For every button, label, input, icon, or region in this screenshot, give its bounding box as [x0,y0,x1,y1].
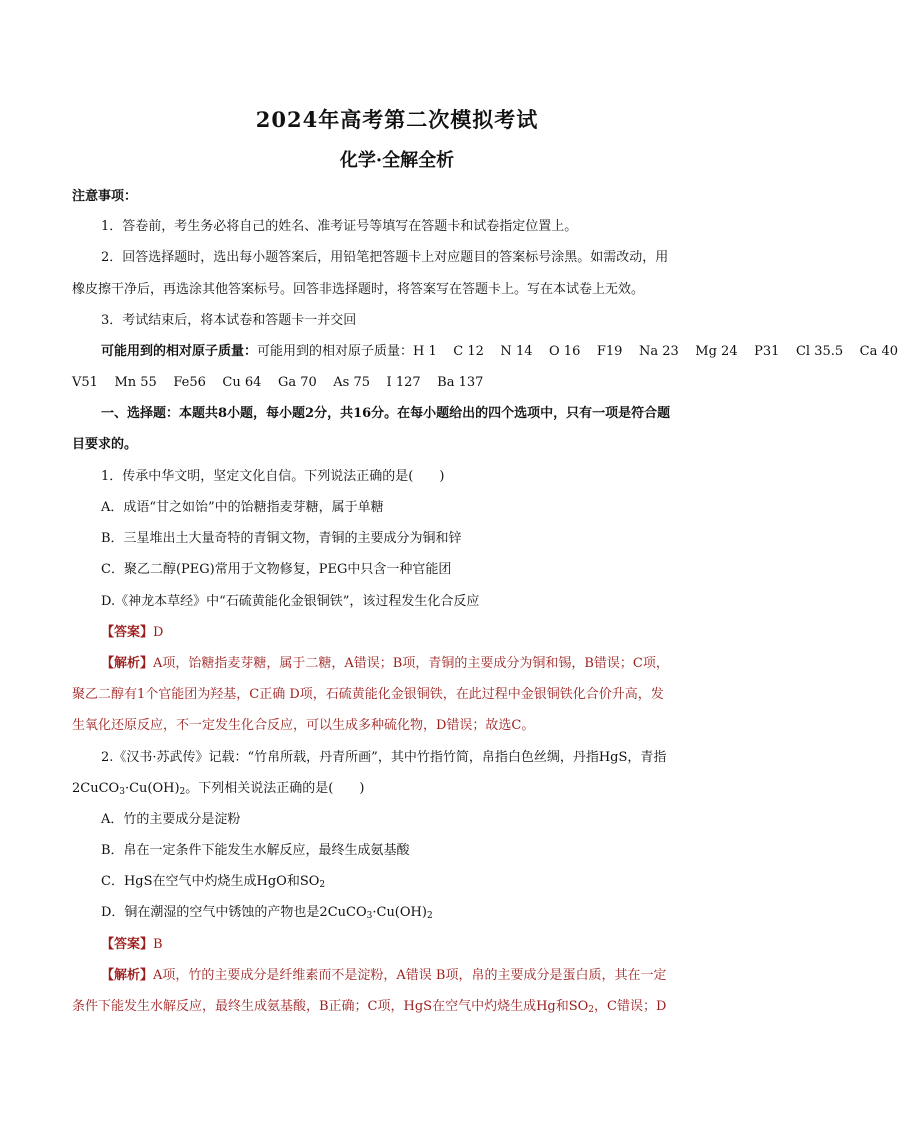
note-item-1: 1．答卷前，考生务必将自己的姓名、准考证号等填写在答题卡和试卷指定位置上。 [101,219,578,234]
atomic-mass-line-2: V51 Mn 55 Fe56 Cu 64 Ga 70 As 75 I 127 Ba 137 [72,375,484,390]
q1-analysis-line-3: 生氧化还原反应，不一定发生化合反应，可以生成多种硫化物，D错误；故选C。 [72,718,535,733]
formula-subscript: 2 [426,911,433,921]
q1-option-c: C．聚乙二醇(PEG)常用于文物修复，PEG中只含一种官能团 [101,562,452,577]
atomic-mass-values: 可能用到的相对原子质量：H 1 C 12 N 14 O 16 F19 Na 23 Mg 24 P31 Cl 35.5 Ca 40 [257,344,898,359]
q1-answer [101,624,761,642]
q2-stem-cont [72,780,732,798]
answer-value: B [153,937,163,952]
answer-tag: 【答案】 [101,625,154,640]
q1-option-d: D.《神龙本草经》中“石硫黄能化金银铜铁”，该过程发生化合反应 [101,594,480,609]
q2-option-a: A．竹的主要成分是淀粉 [101,812,241,827]
q1-option-b: B．三星堆出土大量奇特的青铜文物，青铜的主要成分为铜和锌 [101,531,462,546]
q2-option-d [101,904,761,922]
page-subtitle: 化学·全解全析 [339,150,455,171]
analysis-text: A项，饴糖指麦芽糖，属于二糖，A错误；B项，青铜的主要成分为铜和锡，B错误；C项， [153,656,669,671]
q2-stem: 2.《汉书·苏武传》记载：“竹帛所载，丹青所画”，其中竹指竹简，帛指白色丝绸，丹指HgS，青指 [101,750,667,765]
analysis-tag: 【解析】 [101,656,154,671]
formula-subscript: 3 [119,787,125,797]
note-item-2-cont: 橡皮擦干净后，再选涂其他答案标号。回答非选择题时，将答案写在答题卡上。写在本试卷上无效。 [72,282,645,297]
section-heading: 一、选择题：本题共8小题，每小题2分，共16分。在每小题给出的四个选项中，只有一项是符合题 [101,406,671,421]
formula-subscript: 2 [319,880,326,890]
answer-value: D [153,625,164,640]
q1-analysis-line-1 [101,655,761,673]
analysis-text: 条件下能发生水解反应，最终生成氨基酸，B正确；C项，HgS在空气中灼烧生成Hg和SO [72,999,589,1014]
page-title: 2024年高考第二次模拟考试 [255,107,539,132]
answer-tag: 【答案】 [101,937,154,952]
section-heading-cont: 目要求的。 [72,437,138,452]
stem-text: 。下列相关说法正确的是( ) [185,781,365,796]
option-text: C．HgS在空气中灼烧生成HgO和SO [101,874,320,889]
note-item-2: 2．回答选择题时，选出每小题答案后，用铅笔把答题卡上对应题目的答案标号涂黑。如需改动，用 [101,250,669,265]
formula-part: 2CuCO [72,781,120,796]
atomic-mass-line-1 [101,343,898,361]
q1-stem: 1．传承中华文明，坚定文化自信。下列说法正确的是( ) [101,469,445,484]
formula-subscript: 3 [366,911,373,921]
formula-part: ·Cu(OH) [372,905,427,920]
analysis-text: ，C错误；D [594,999,667,1014]
note-item-3: 3．考试结束后，将本试卷和答题卡一并交回 [101,313,357,328]
q2-analysis-line-2 [72,998,732,1016]
formula-part: ·Cu(OH) [124,781,180,796]
q1-analysis-line-2: 聚乙二醇有1个官能团为羟基，C正确 D项，石硫黄能化金银铜铁，在此过程中金银铜铁化合价升高，发 [72,687,664,702]
q2-answer [101,936,761,954]
q2-option-c [101,873,761,891]
formula-subscript: 2 [179,787,186,797]
analysis-text: A项，竹的主要成分是纤维素而不是淀粉，A错误 B项，帛的主要成分是蛋白质，其在一定 [153,968,667,983]
analysis-tag: 【解析】 [101,968,154,983]
q1-option-a: A．成语“甘之如饴”中的饴糖指麦芽糖，属于单糖 [101,500,384,515]
formula-subscript: 2 [588,1005,595,1015]
q2-option-b: B．帛在一定条件下能发生水解反应，最终生成氨基酸 [101,843,410,858]
option-text: D．铜在潮湿的空气中锈蚀的产物也是2CuCO [101,905,367,920]
atomic-mass-label: 可能用到的相对原子质量： [101,344,258,359]
q2-analysis-line-1 [101,967,761,985]
notes-heading: 注意事项： [72,189,138,204]
